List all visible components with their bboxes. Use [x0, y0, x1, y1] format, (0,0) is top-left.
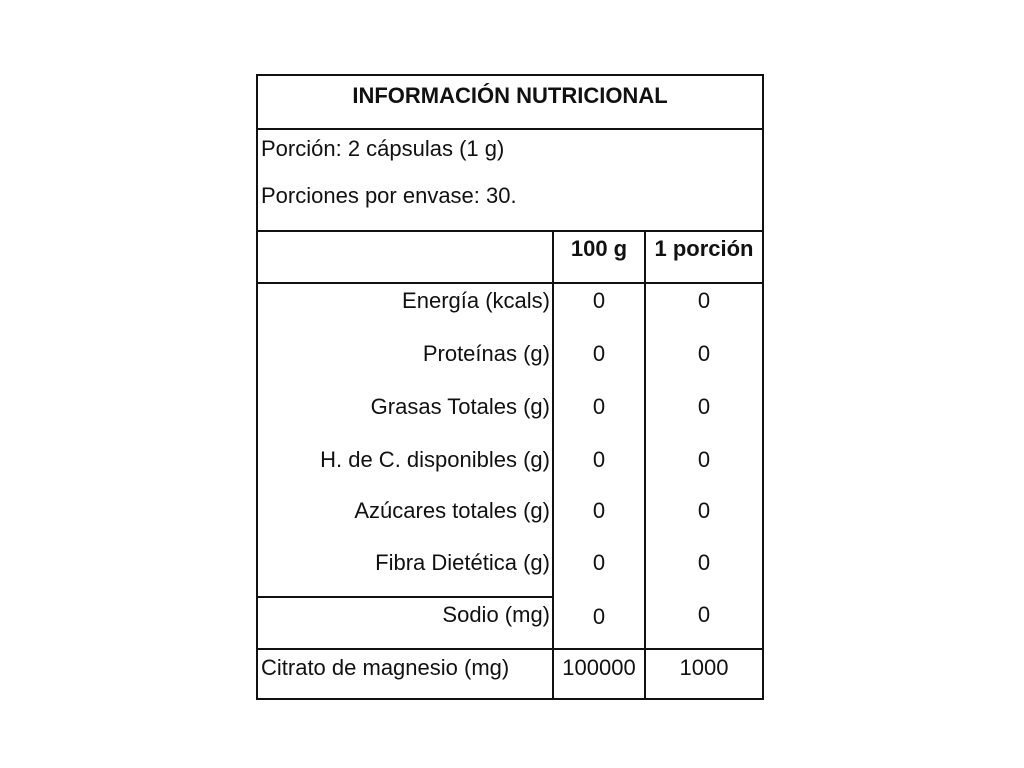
value-per-portion: 0 — [697, 602, 711, 627]
nutrient-name: Azúcares totales (g) — [354, 498, 550, 523]
nutrient-name: Grasas Totales (g) — [370, 394, 550, 419]
divider-serving — [258, 230, 762, 232]
value-per-portion: 0 — [697, 341, 711, 366]
nutrient-name: Fibra Dietética (g) — [375, 550, 550, 575]
value-per-100g: 0 — [592, 394, 606, 419]
nutrient-name: Proteínas (g) — [422, 341, 550, 366]
divider-header — [258, 282, 762, 284]
value-per-100g: 0 — [592, 498, 606, 523]
servings-per-container: Porciones por envase: 30. — [261, 183, 517, 208]
nutrient-name: Energía (kcals) — [402, 288, 550, 313]
value-per-portion: 0 — [697, 394, 711, 419]
value-per-100g: 0 — [592, 288, 606, 313]
value-per-portion: 0 — [697, 447, 711, 472]
value-per-100g: 0 — [592, 341, 606, 366]
value-per-portion: 0 — [697, 498, 711, 523]
value-per-100g: 0 — [592, 550, 606, 575]
nutrient-name: Citrato de magnesio (mg) — [261, 655, 510, 680]
divider-sodium-extra — [258, 648, 762, 650]
divider-title — [258, 128, 762, 130]
nutrient-name: Sodio (mg) — [442, 602, 550, 627]
column-header-portion: 1 porción — [654, 236, 754, 261]
nutrition-facts-table — [256, 74, 764, 700]
value-per-portion: 1000 — [679, 655, 729, 680]
table-title: INFORMACIÓN NUTRICIONAL — [352, 83, 668, 108]
serving-size: Porción: 2 cápsulas (1 g) — [261, 136, 505, 161]
value-per-portion: 0 — [697, 550, 711, 575]
value-per-100g: 0 — [592, 447, 606, 472]
value-per-portion: 0 — [697, 288, 711, 313]
divider-fiber-sodium — [258, 596, 552, 598]
nutrient-name: H. de C. disponibles (g) — [320, 447, 550, 472]
value-per-100g: 100000 — [562, 655, 636, 680]
value-per-100g: 0 — [592, 604, 606, 629]
column-header-100g: 100 g — [570, 236, 628, 261]
